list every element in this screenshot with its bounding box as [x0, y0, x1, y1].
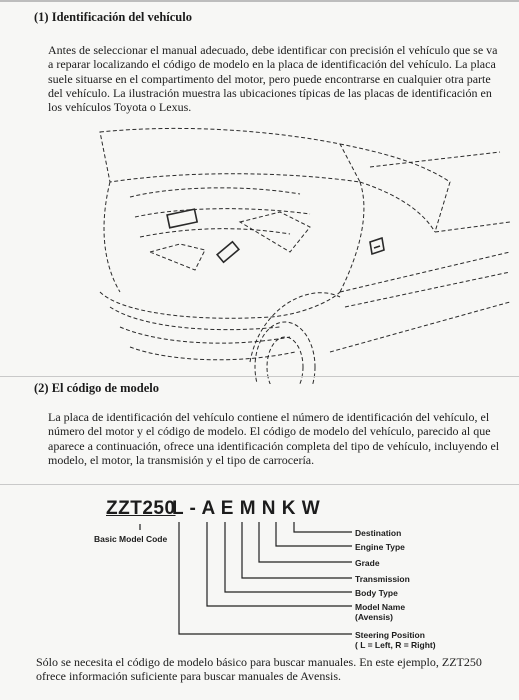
label-body-type: Body Type	[355, 588, 398, 598]
basic-model-code-label: Basic Model Code	[94, 534, 168, 544]
label-transmission: Transmission	[355, 574, 410, 584]
section1-heading: (1) Identificación del vehículo	[34, 10, 192, 24]
model-code-diagram	[0, 494, 519, 654]
label-destination: Destination	[355, 528, 402, 538]
top-border	[0, 0, 519, 2]
diagram-divider	[0, 484, 519, 485]
section1-paragraph: Antes de seleccionar el manual adecuado, debe identificar con precisión el vehículo que se va a reparar localizando el código de modelo en la placa de identificación del vehículo. La placa suele situarse en el compartimento del motor, pero puede encontrarse en cualquier otra parte del vehículo. La ilustración muestra las ubicaciones típicas de las placas de identificación en los vehículos Toyota o Lexus.	[48, 43, 498, 115]
label-steering-position: Steering Position ( L = Left, R = Right)	[355, 630, 436, 650]
section-divider	[0, 376, 519, 377]
label-engine-type: Engine Type	[355, 542, 405, 552]
section2-heading: (2) El código de modelo	[34, 381, 159, 395]
label-grade: Grade	[355, 558, 380, 568]
model-code-suffix: L - A E M N K W	[172, 498, 321, 519]
basic-model-code: ZZT250	[106, 498, 176, 519]
diagram-leader-lines	[0, 494, 519, 654]
vehicle-illustration	[40, 122, 510, 384]
label-model-name: Model Name (Avensis)	[355, 602, 406, 622]
id-plate-icons	[167, 209, 384, 262]
footer-paragraph: Sólo se necesita el código de modelo básico para buscar manuales. En este ejemplo, ZZT250 ofrece información suficiente para buscar manuales de Avensis.	[36, 655, 482, 684]
section2-paragraph: La placa de identificación del vehículo contiene el número de identificación del vehículo, el número del motor y el código de modelo. El código de modelo del vehículo, parecido al que aparece a continuación, ofrece una identificación completa del tipo de vehículo, incluyendo el modelo, el motor, la transmisión y el tipo de carrocería.	[48, 410, 500, 467]
